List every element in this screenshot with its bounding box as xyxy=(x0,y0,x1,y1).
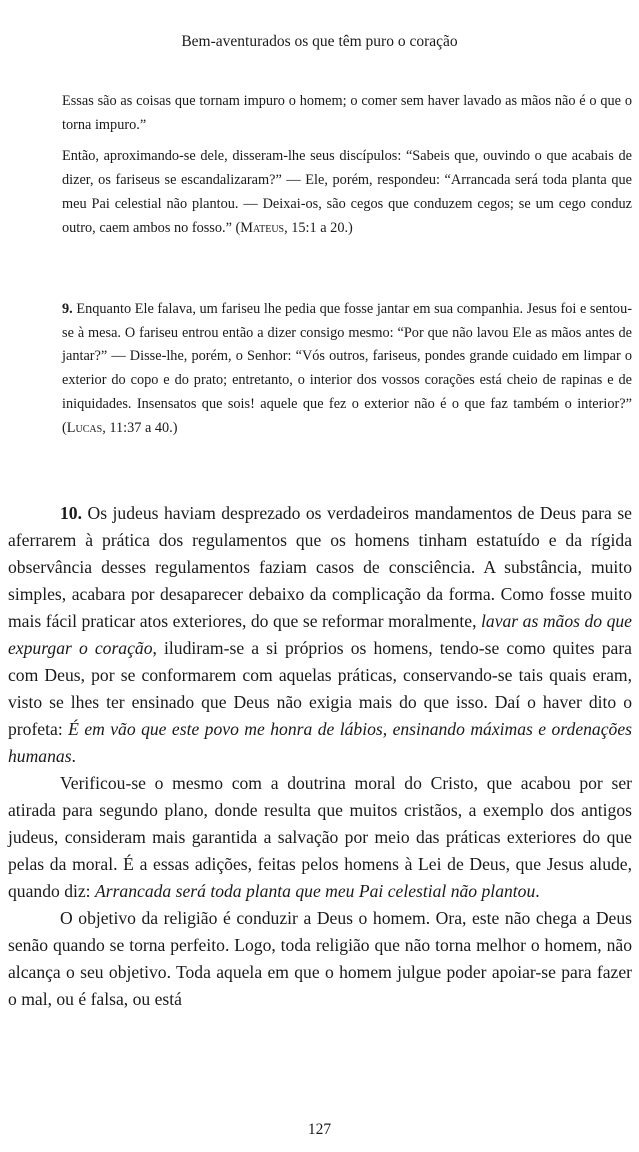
citation-open: ( xyxy=(235,219,241,236)
item-number: 10. xyxy=(60,503,82,523)
body-paragraph xyxy=(8,770,632,905)
text-run: , iludiram-se a si próprios os homens, tendo-se como quites para com Deus, por se conformarem com aquelas práticas, conservando-se tais quais eram, visto se lhes ter ensinado que Deus não exigia mais do que isso. Daí o haver dito o profeta: xyxy=(8,638,632,739)
page-number: 127 xyxy=(307,1121,332,1138)
italic-run: lavar as mãos do que expurgar o coração xyxy=(8,611,632,658)
main-text xyxy=(8,500,632,1013)
quote-paragraph: Essas são as coisas que tornam impuro o homem; o comer sem haver lavado as mãos não é o que o torna impuro.” xyxy=(62,93,632,133)
citation-verses: , 11:37 a 40.) xyxy=(102,419,178,436)
running-header: Bem-aventurados os que têm puro o coração xyxy=(181,33,458,50)
text-run: O objetivo da religião é conduzir a Deus o homem. Ora, este não chega a Deus senão quando se torna perfeito. Logo, toda religião que não torna melhor o homem, não alcança o seu objetivo. Toda aquela em que o homem julgue poder apoiar-se para fazer o mal, ou é falsa, ou está xyxy=(8,908,632,1009)
quote-text: Enquanto Ele falava, um fariseu lhe pedia que fosse jantar em sua companhia. Jesus foi e sentou-se à mesa. O fariseu entrou então a dizer consigo mesmo: “Por que não lavou Ele as mãos antes de jantar?” — Disse-lhe, porém, o Senhor: “Vós outros, fariseus, pondes grande cuidado em limpar o exterior do copo e do prato; entretanto, o interior dos vossos corações está cheio de rapinas e de iniquidades. Insensatos que sois! aquele que fez o exterior não é o que faz também o interior?” xyxy=(62,301,632,412)
quote-paragraph xyxy=(62,298,632,440)
body-paragraph xyxy=(8,500,632,770)
quote-paragraph xyxy=(62,145,632,240)
citation-book: Mateus xyxy=(240,219,285,236)
italic-run: Arrancada será toda planta que meu Pai celestial não plantou xyxy=(94,881,536,901)
item-number: 9. xyxy=(62,301,73,317)
citation-book: Lucas xyxy=(66,419,103,436)
italic-run: É em vão que este povo me honra de lábios, ensinando máximas e ordenações humanas xyxy=(8,719,632,766)
text-run: Os judeus haviam desprezado os verdadeiros mandamentos de Deus para se aferrarem à prática dos regulamentos que os homens tinham estatuído e da rígida observância desses regulamentos faziam casos de consciência. A substância, muito simples, acabara por desaparecer debaixo da complicação da forma. Como fosse muito mais fácil praticar atos exteriores, do que se reformar moralmente, xyxy=(8,503,632,631)
text-run: . xyxy=(535,881,540,901)
quote-block-mateus xyxy=(62,90,632,248)
quote-block-lucas xyxy=(62,298,632,448)
text-run: Verificou-se o mesmo com a doutrina moral do Cristo, que acabou por ser atirada para segundo plano, donde resulta que muitos cristãos, a exemplo dos antigos judeus, consideram mais garantida a salvação por meio das práticas exteriores do que pelas da moral. É a essas adições, feitas pelos homens à Lei de Deus, que Jesus alude, quando diz: xyxy=(8,773,632,901)
quote-text: Então, aproximando-se dele, disseram-lhe seus discípulos: “Sabeis que, ouvindo o que acabais de dizer, os fariseus se escandalizaram?” — Ele, porém, respondeu: “Arrancada será toda planta que meu Pai celestial não plantou. — Deixai-os, são cegos que conduzem cegos; se um cego conduz outro, caem ambos no fosso.” xyxy=(62,148,632,236)
citation-verses: , 15:1 a 20.) xyxy=(284,219,353,236)
citation-open: ( xyxy=(62,419,67,436)
text-run: . xyxy=(71,746,76,766)
body-paragraph xyxy=(8,905,632,1013)
